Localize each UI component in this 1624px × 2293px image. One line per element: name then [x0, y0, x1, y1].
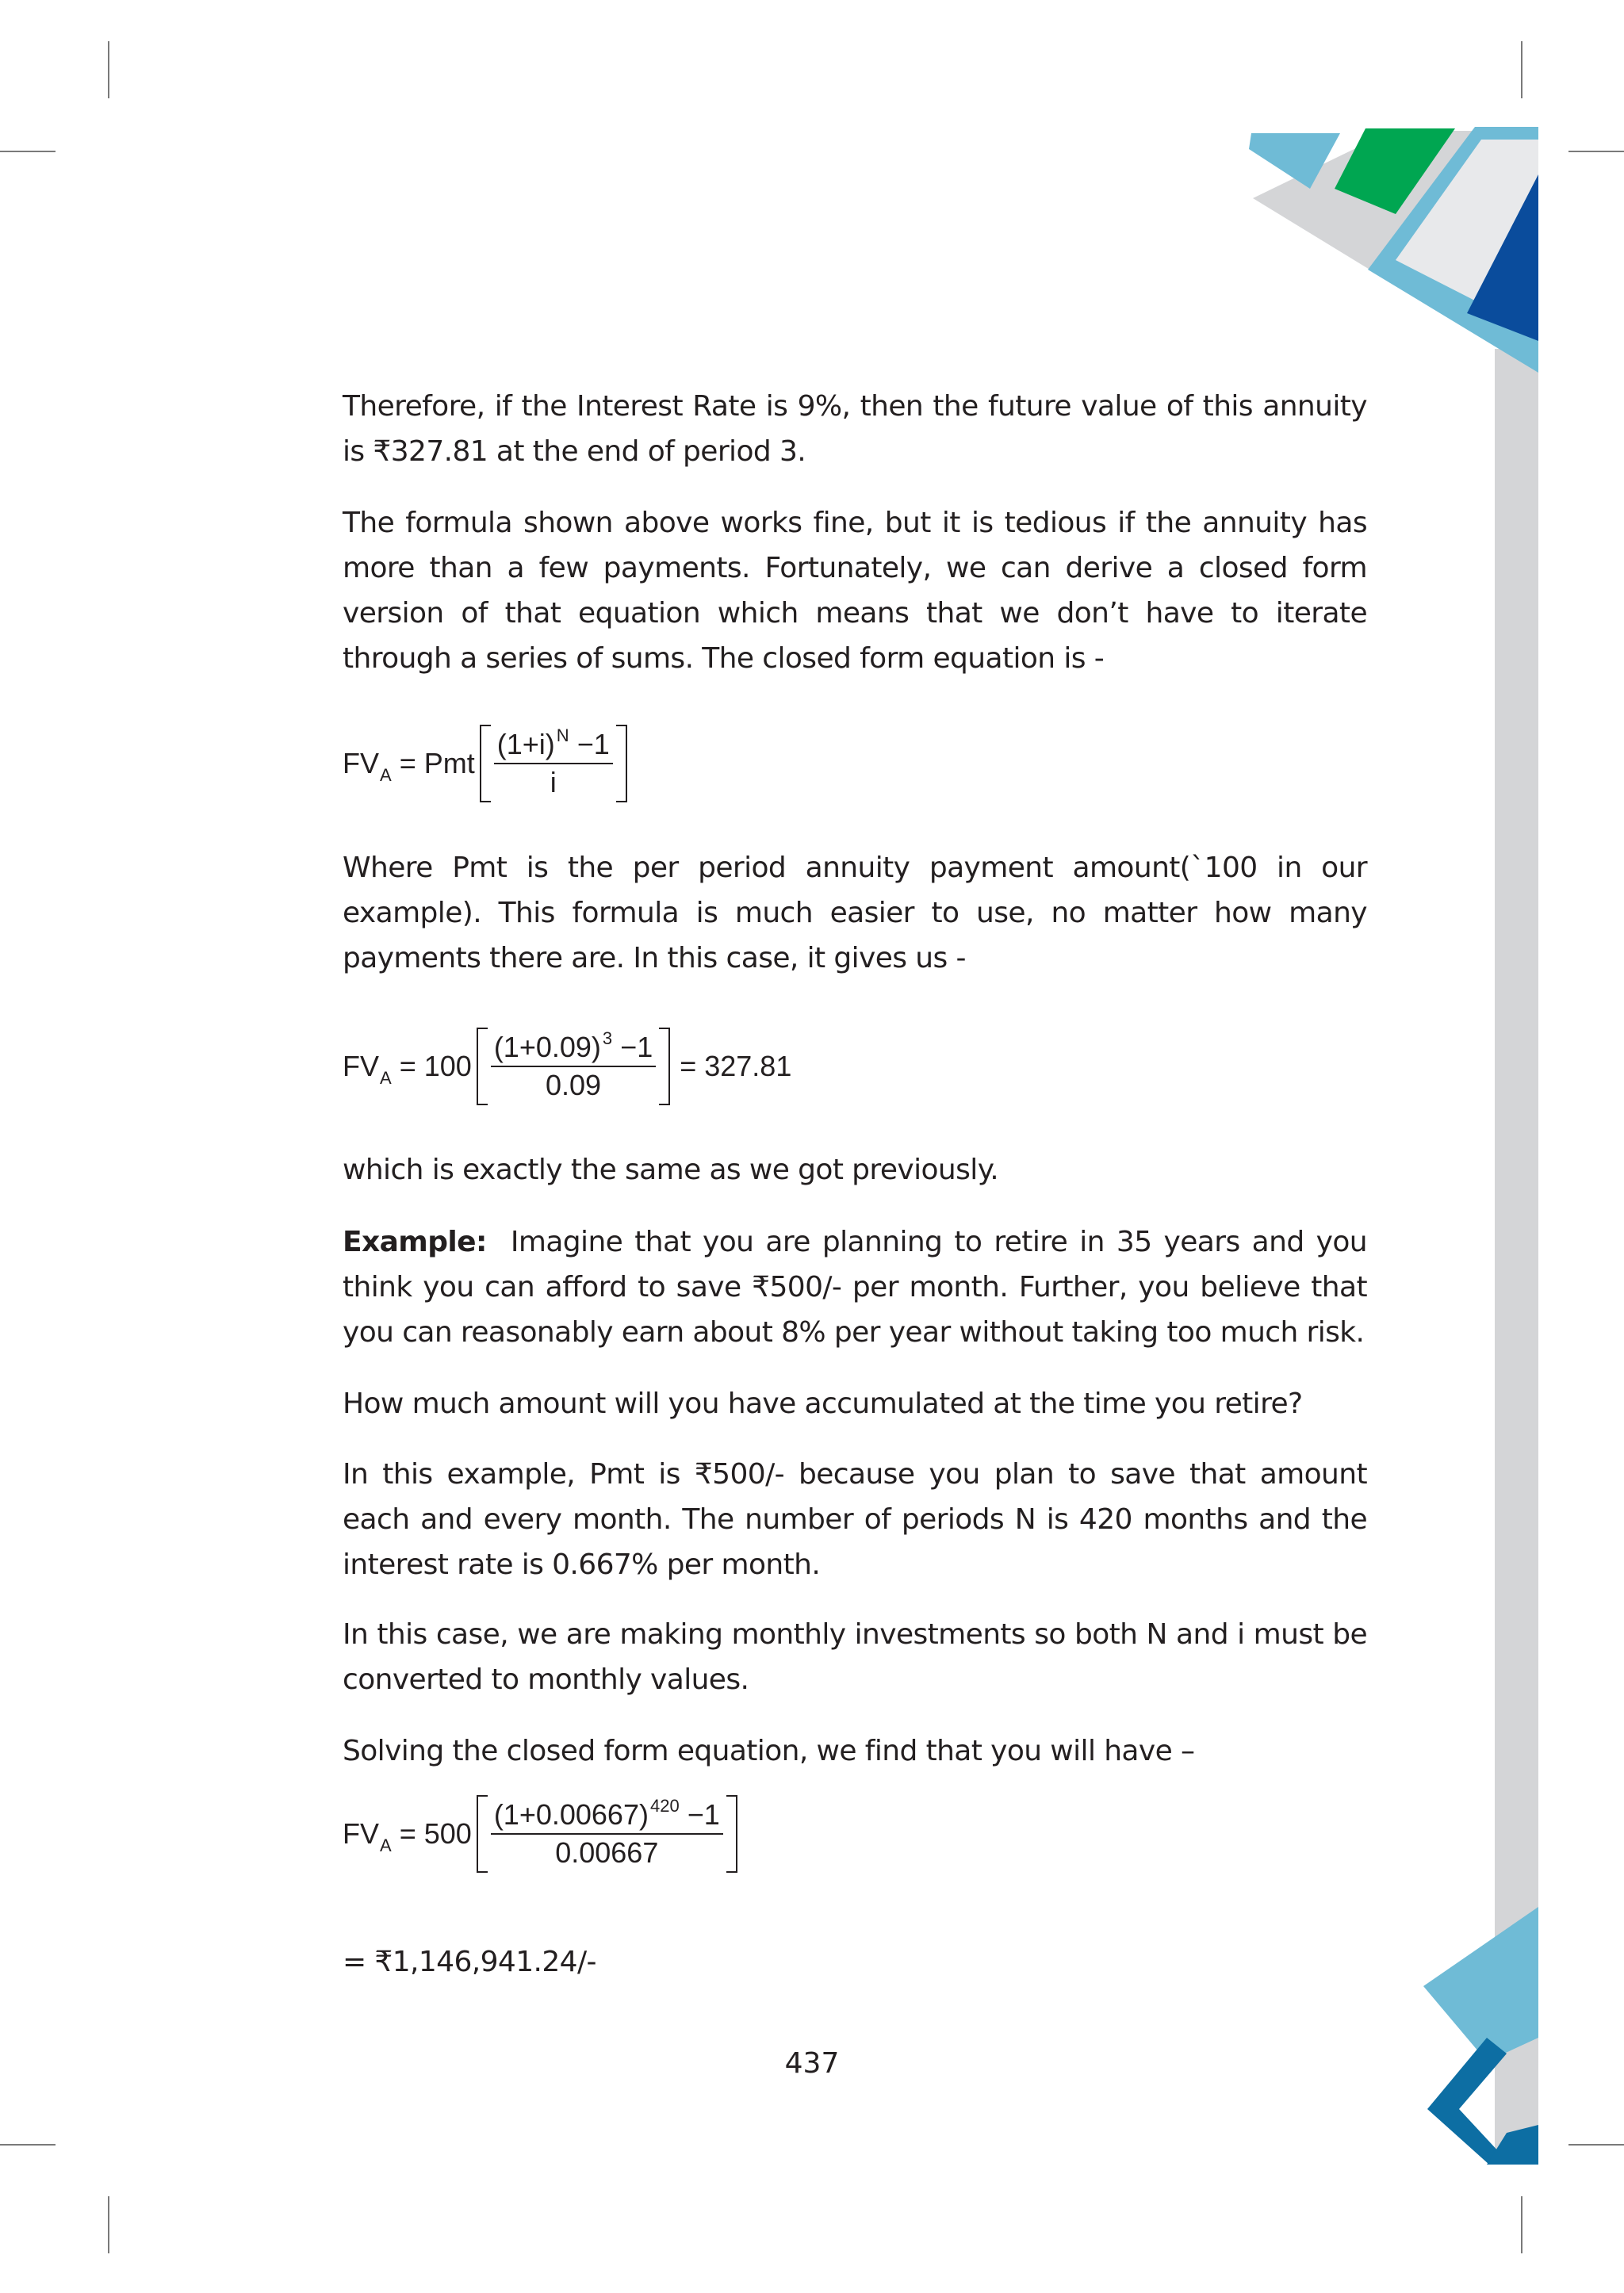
paragraph-pmt-example: [343, 1452, 1367, 1587]
equation-coefficient: 500: [423, 1817, 472, 1850]
paragraph-text: In this example, Pmt is ₹500/- because you plan to save that amount each and every month. The number of periods N is 420 months and the interest rate is 0.667% per month.: [343, 1458, 1367, 1581]
fraction-numerator: $(1+0.09)^3 -1$: [491, 1031, 656, 1067]
equation-fraction: [491, 725, 616, 799]
equation-result: = 327.81: [680, 1050, 792, 1082]
fraction-numerator: $(1+i)^N -1$: [494, 728, 613, 764]
equation-bracket: [477, 1798, 737, 1870]
example-label: Example:: [343, 1226, 487, 1258]
fraction-denominator: 0.09: [545, 1069, 602, 1101]
paragraph-solving: [343, 1728, 1367, 1774]
equation-bracket: [477, 1028, 670, 1102]
equals-sign: =: [399, 1050, 416, 1082]
equation-lhs: FV A: [343, 1050, 392, 1088]
equation-coefficient: Pmt: [423, 747, 475, 779]
paragraph-text: = ₹1,146,941.24/-: [343, 1946, 596, 1978]
equation-lhs: FV A: [343, 1817, 392, 1855]
equals-sign: =: [399, 1817, 416, 1850]
light-blue-diamond: [1423, 1907, 1538, 2061]
grey-sidebar-band: [1495, 349, 1538, 2165]
equation-coefficient: 100: [423, 1050, 472, 1082]
equals-sign: =: [399, 747, 416, 779]
paragraph-same-result: [343, 1147, 1367, 1192]
paragraph-interest-rate: [343, 384, 1367, 474]
page-number: 437: [784, 2047, 840, 2080]
paragraph-text: Where Pmt is the per period annuity payment amount(`100 in our example). This formula is much easier to use, no matter how many payments there are. In this case, it gives us -: [343, 852, 1367, 974]
equation-example-2: [343, 1798, 737, 1870]
paragraph-text: How much amount will you have accumulated at the time you retire?: [343, 1388, 1303, 1420]
equation-example-1: [343, 1028, 792, 1102]
fraction-denominator: i: [550, 766, 557, 798]
equation-bracket: [480, 725, 627, 799]
equation-fraction: [488, 1028, 659, 1102]
final-result: [343, 1939, 1367, 1985]
paragraph-text: The formula shown above works fine, but it is tedious if the annuity has more than a few payments. Fortunately, we can derive a closed form version of that equation which means that we don’t have to iterate through a series of sums. The closed form equation is -: [343, 507, 1367, 675]
equation-closed-form: [343, 725, 627, 799]
fraction-denominator: 0.00667: [555, 1836, 659, 1869]
paragraph-text: Example: Imagine that you are planning to retire in 35 years and you think you can afford to save ₹500/- per month. Further, you believe that you can reasonably earn about 8% per year without taking too much risk.: [343, 1226, 1367, 1349]
paragraph-text: Therefore, if the Interest Rate is 9%, then the future value of this annuity is ₹327.81 at the end of period 3.: [343, 390, 1367, 468]
paragraph-example: [343, 1219, 1367, 1355]
paragraph-closed-form-intro: [343, 500, 1367, 681]
paragraph-question: [343, 1381, 1367, 1426]
equation-lhs: FV A: [343, 747, 392, 785]
equation-fraction: [488, 1798, 726, 1870]
paragraph-text: In this case, we are making monthly investments so both N and i must be converted to monthly values.: [343, 1618, 1367, 1696]
fraction-numerator: $(1+0.00667)^{420} -1$: [491, 1798, 723, 1835]
paragraph-pmt-description: [343, 845, 1367, 981]
paragraph-monthly-values: [343, 1612, 1367, 1702]
paragraph-text: which is exactly the same as we got previously.: [343, 1154, 999, 1186]
paragraph-text: Solving the closed form equation, we find that you will have –: [343, 1735, 1195, 1767]
